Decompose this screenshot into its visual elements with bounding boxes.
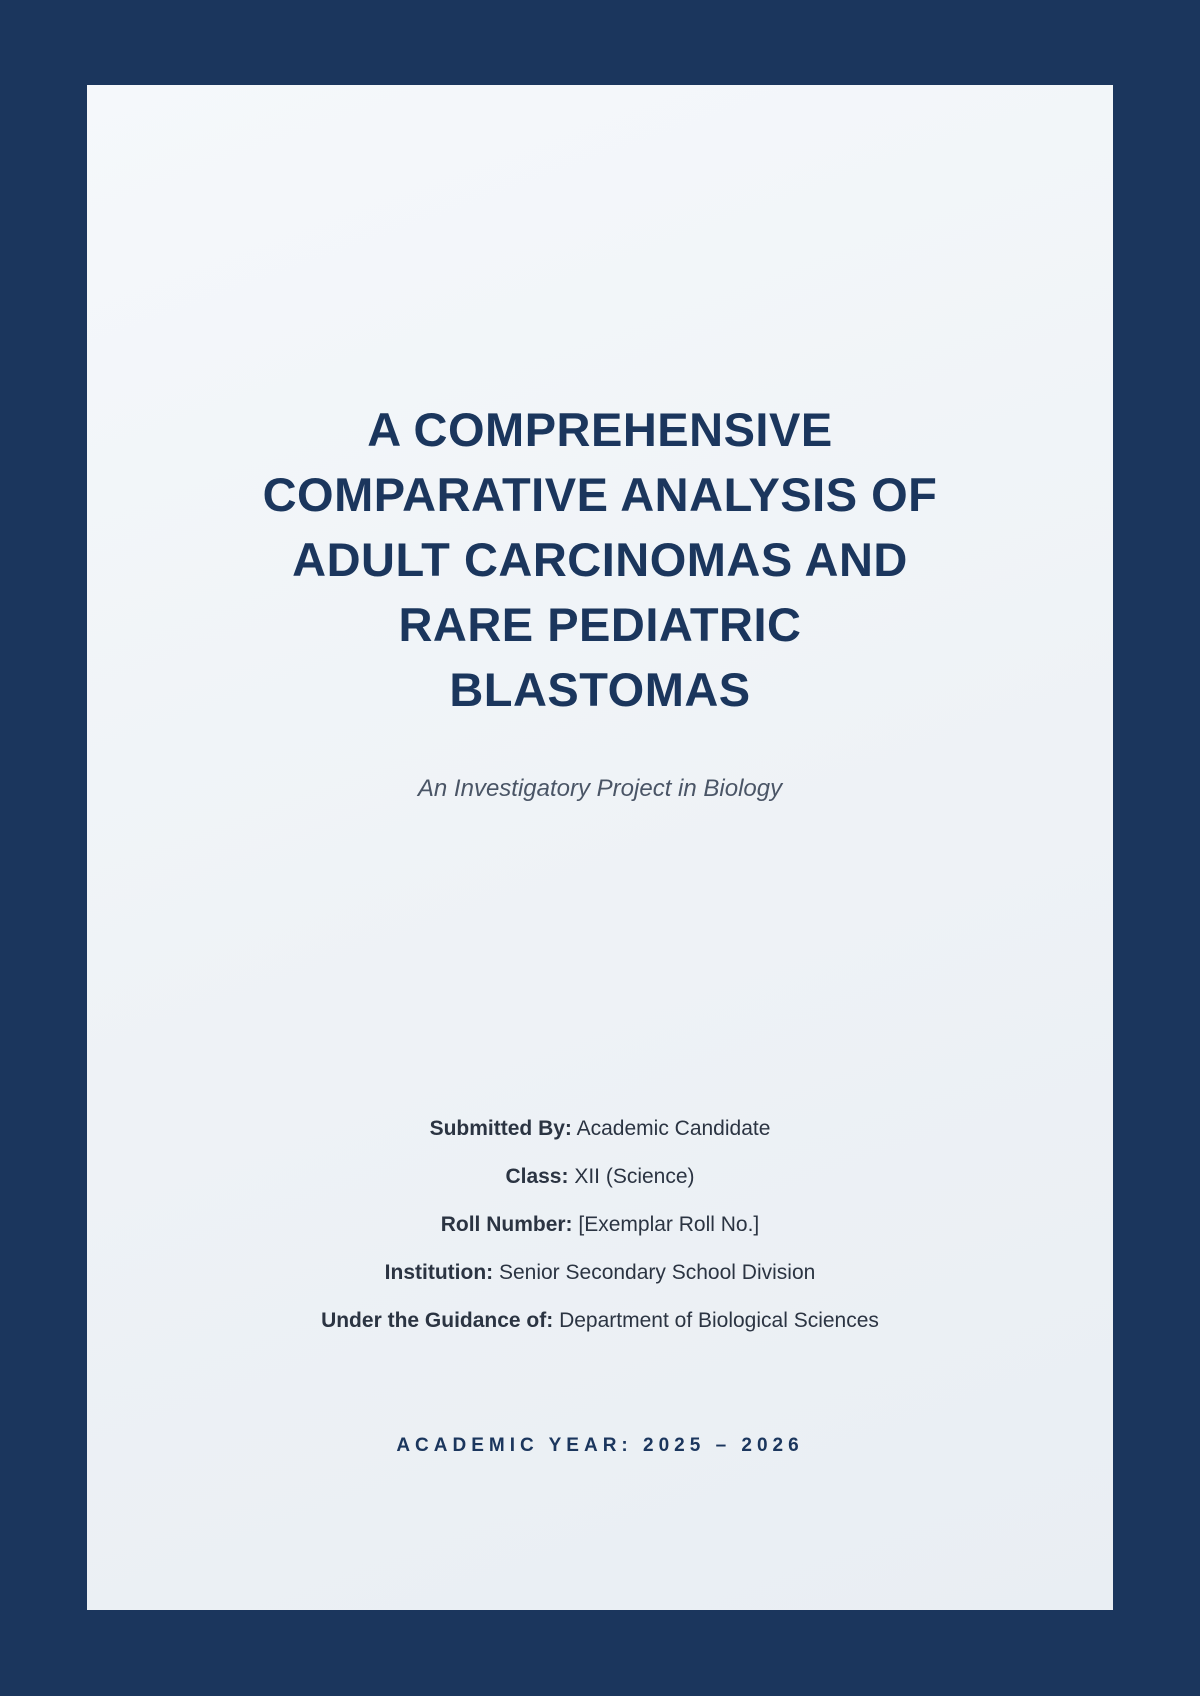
title-line: COMPARATIVE ANALYSIS OF — [262, 468, 938, 521]
institution-value: Senior Secondary School Division — [493, 1261, 816, 1284]
roll-number-value: [Exemplar Roll No.] — [572, 1213, 760, 1236]
project-subtitle: An Investigatory Project in Biology — [417, 775, 783, 802]
roll-number-label: Roll Number: — [440, 1213, 573, 1236]
guidance-row — [87, 1297, 1113, 1345]
roll-number-row — [87, 1201, 1113, 1249]
title-line: BLASTOMAS — [449, 663, 751, 716]
cover-page — [87, 85, 1113, 1610]
academic-year: ACADEMIC YEAR: 2025 – 2026 — [396, 1435, 804, 1456]
class-row — [87, 1153, 1113, 1201]
institution-label: Institution: — [384, 1261, 494, 1284]
submitted-by-row — [87, 1105, 1113, 1153]
guidance-value: Department of Biological Sciences — [553, 1309, 879, 1332]
title-line: RARE PEDIATRIC — [398, 598, 802, 651]
guidance-label: Under the Guidance of: — [321, 1309, 554, 1332]
institution-row — [87, 1249, 1113, 1297]
project-title — [180, 397, 1020, 722]
title-line: A COMPREHENSIVE — [367, 403, 833, 456]
class-value: XII (Science) — [568, 1165, 695, 1188]
title-line: ADULT CARCINOMAS AND — [292, 533, 908, 586]
submission-details — [87, 1105, 1113, 1345]
submitted-by-label: Submitted By: — [429, 1117, 572, 1140]
submitted-by-value: Academic Candidate — [571, 1117, 771, 1140]
class-label: Class: — [505, 1165, 569, 1188]
